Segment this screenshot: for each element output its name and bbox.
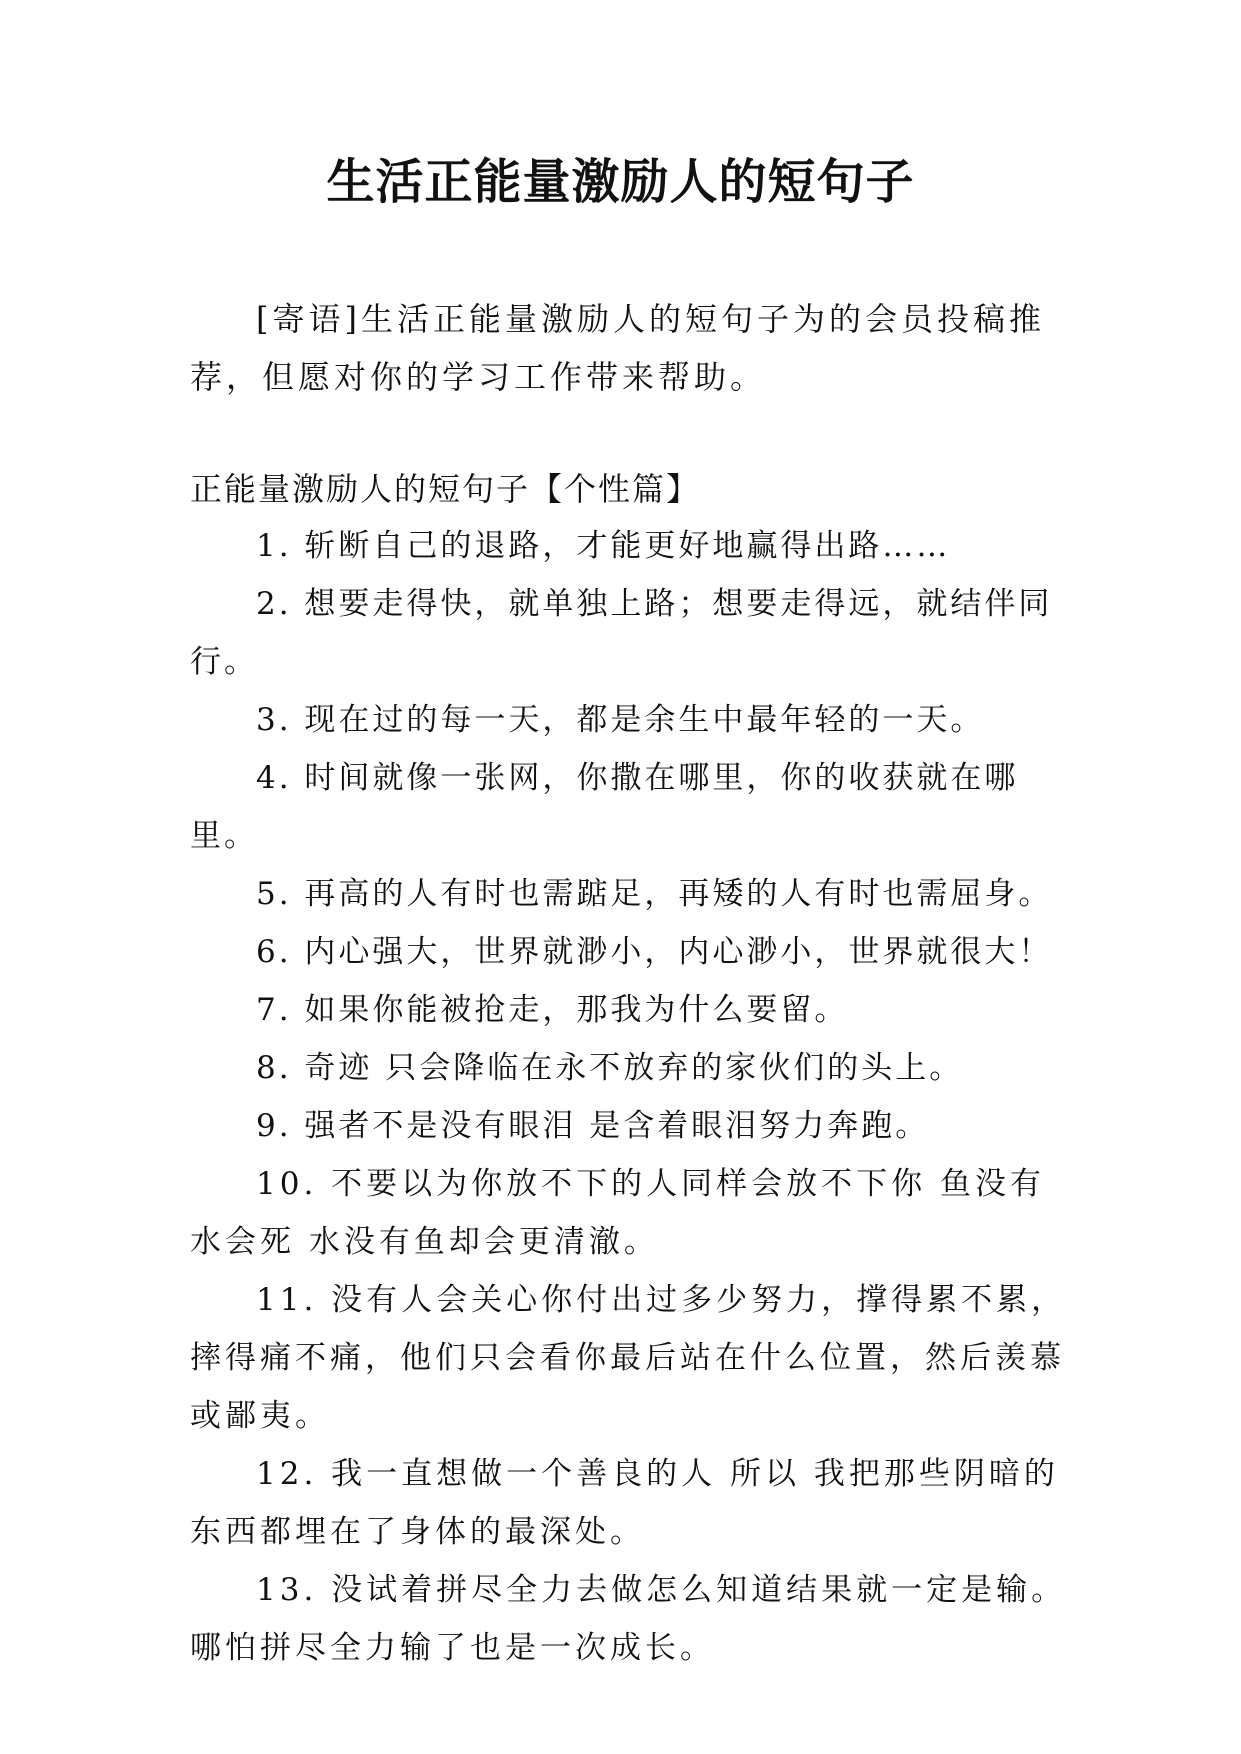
quote-item: 6. 内心强大，世界就渺小，内心渺小，世界就很大！ [256,934,1053,970]
quote-item: 5. 再高的人有时也需踮足，再矮的人有时也需屈身。 [256,876,1053,912]
section-heading: 正能量激励人的短句子【个性篇】 [190,470,701,508]
quote-item: 13. 没试着拼尽全力去做怎么知道结果就一定是输。哪怕拼尽全力输了也是一次成长。 [190,1572,1067,1666]
quote-item: 3. 现在过的每一天，都是余生中最年轻的一天。 [256,702,985,738]
quote-item: 10. 不要以为你放不下的人同样会放不下你 鱼没有水会死 水没有鱼却会更清澈。 [190,1166,1046,1260]
quote-item: 2. 想要走得快，就单独上路；想要走得远，就结伴同行。 [190,586,1053,680]
quote-item: 9. 强者不是没有眼泪 是含着眼泪努力奔跑。 [256,1108,930,1144]
quote-item: 7. 如果你能被抢走，那我为什么要留。 [256,992,849,1028]
intro-paragraph: [寄语]生活正能量激励人的短句子为的会员投稿推荐，但愿对你的学习工作带来帮助。 [190,300,1045,396]
quote-item: 12. 我一直想做一个善良的人 所以 我把那些阴暗的东西都埋在了身体的最深处。 [190,1456,1059,1550]
document-title: 生活正能量激励人的短句子 [326,154,915,210]
quote-item: 1. 斩断自己的退路，才能更好地赢得出路…… [256,528,951,564]
quote-item: 11. 没有人会关心你付出过多少努力，撑得累不累，摔得痛不痛，他们只会看你最后站在什么位置，然后羡慕或鄙夷。 [190,1282,1067,1434]
quote-item: 8. 奇迹 只会降临在永不放弃的家伙们的头上。 [256,1050,964,1086]
quote-list [190,517,1070,1677]
quote-item: 4. 时间就像一张网，你撒在哪里，你的收获就在哪里。 [190,760,1019,854]
